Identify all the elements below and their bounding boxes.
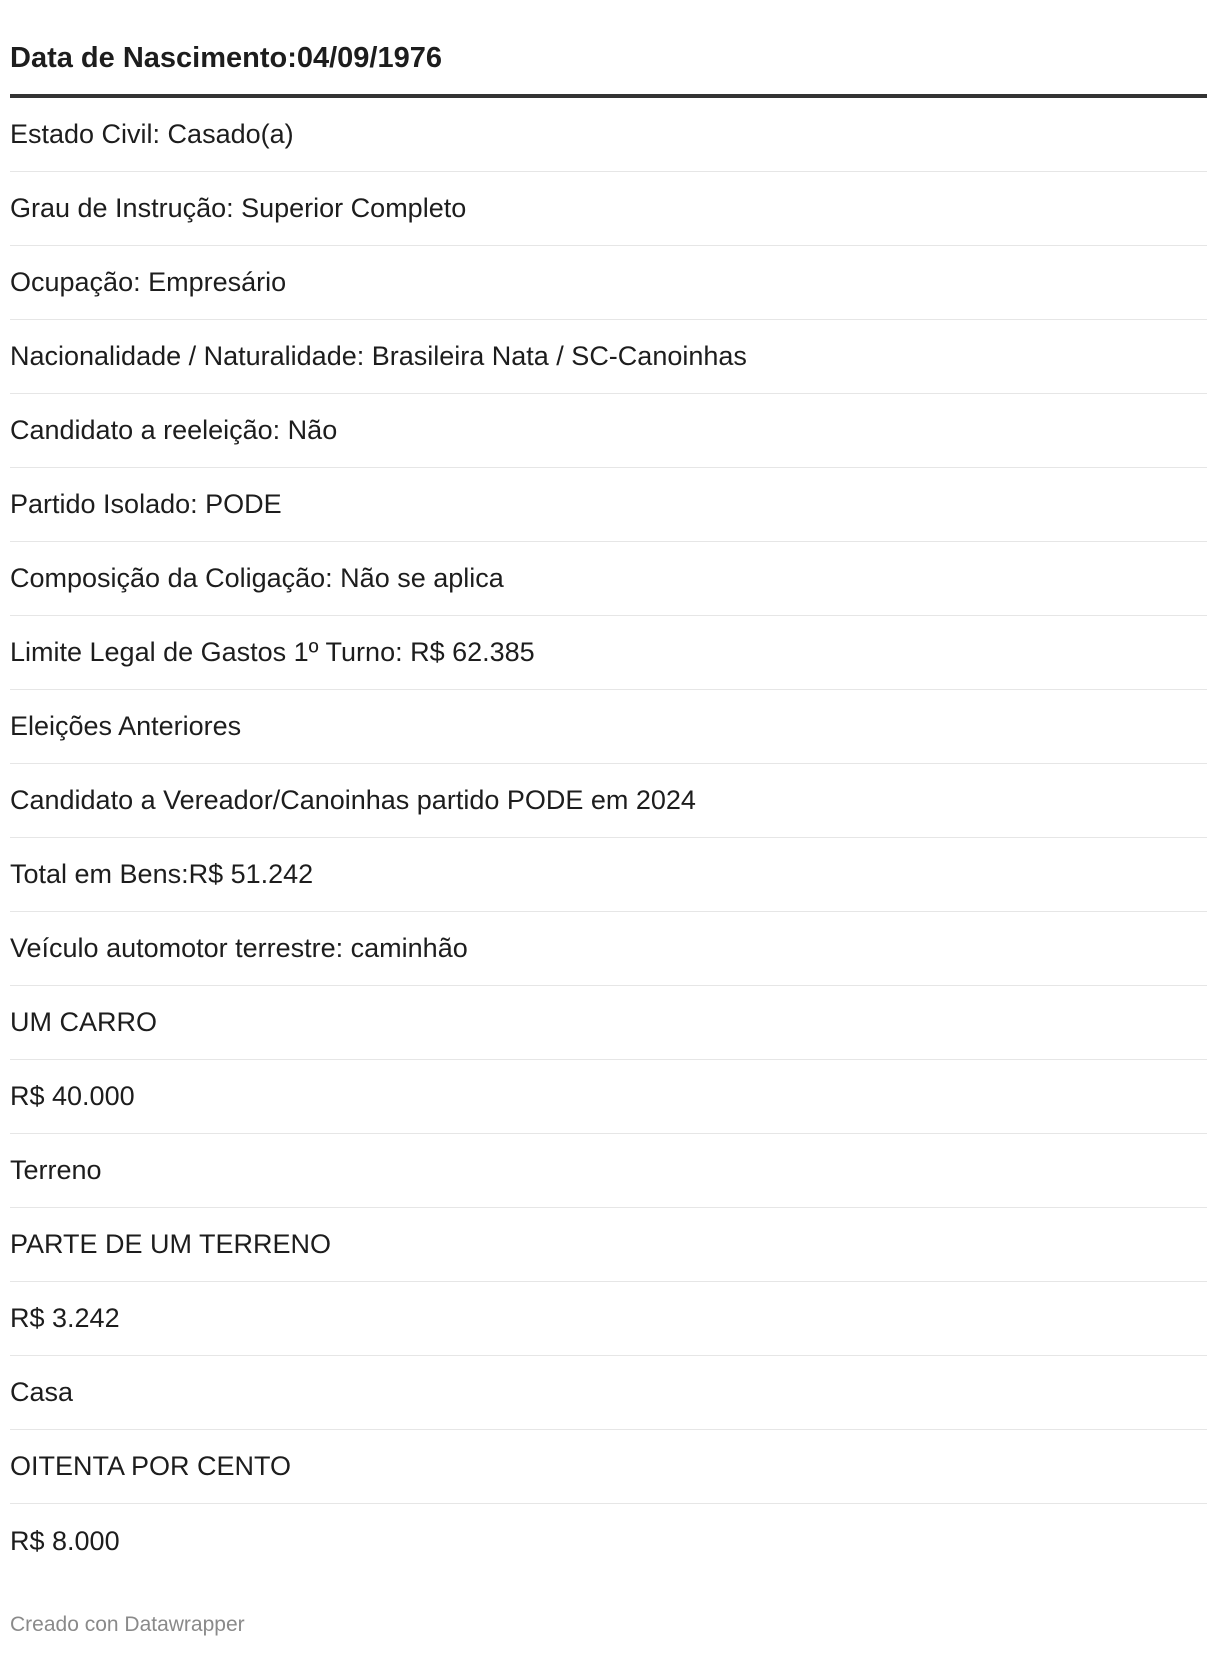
data-table (10, 26, 1207, 1578)
table-row: R$ 3.242 (10, 1282, 1207, 1356)
table-row: R$ 40.000 (10, 1060, 1207, 1134)
table-row: Partido Isolado: PODE (10, 468, 1207, 542)
table-row: Grau de Instrução: Superior Completo (10, 172, 1207, 246)
table-row: Veículo automotor terrestre: caminhão (10, 912, 1207, 986)
table-row: Composição da Coligação: Não se aplica (10, 542, 1207, 616)
table-row: Estado Civil: Casado(a) (10, 98, 1207, 172)
table-row: UM CARRO (10, 986, 1207, 1060)
table-row: PARTE DE UM TERRENO (10, 1208, 1207, 1282)
table-row: Total em Bens:R$ 51.242 (10, 838, 1207, 912)
table-row: OITENTA POR CENTO (10, 1430, 1207, 1504)
table-body (10, 98, 1207, 1578)
table-row: Limite Legal de Gastos 1º Turno: R$ 62.385 (10, 616, 1207, 690)
table-row: Casa (10, 1356, 1207, 1430)
table-header: Data de Nascimento:04/09/1976 (10, 26, 1207, 98)
datawrapper-credit: Creado con Datawrapper (10, 1613, 245, 1636)
table-row: Nacionalidade / Naturalidade: Brasileira Nata / SC-Canoinhas (10, 320, 1207, 394)
table-row: Terreno (10, 1134, 1207, 1208)
table-row: Eleições Anteriores (10, 690, 1207, 764)
table-row: Ocupação: Empresário (10, 246, 1207, 320)
table-row: Candidato a Vereador/Canoinhas partido PODE em 2024 (10, 764, 1207, 838)
table-row: R$ 8.000 (10, 1525, 120, 1556)
table-row: Candidato a reeleição: Não (10, 394, 1207, 468)
